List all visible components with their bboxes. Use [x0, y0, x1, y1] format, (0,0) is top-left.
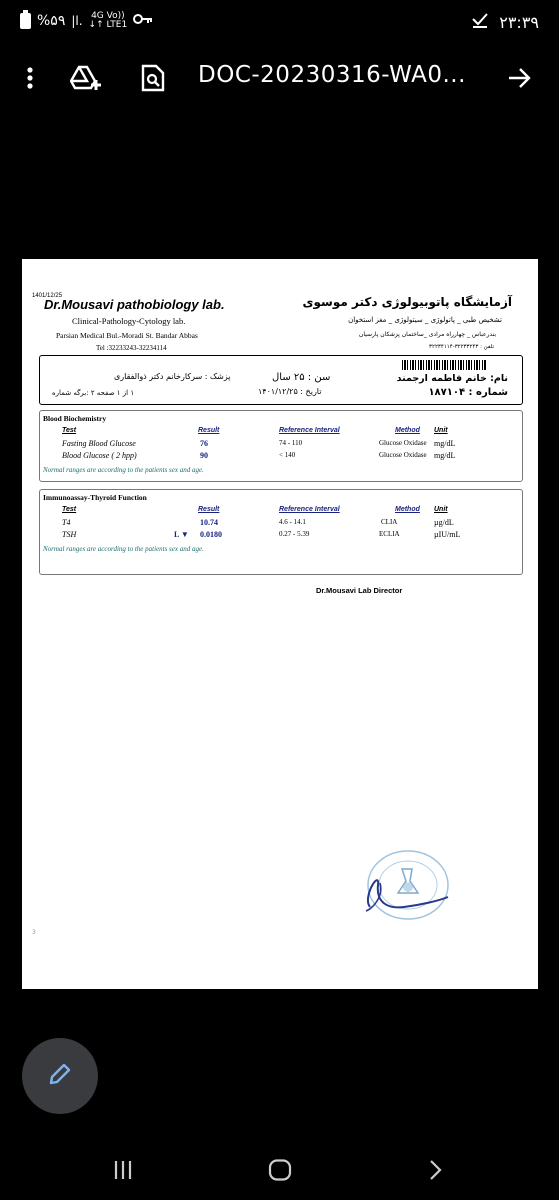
patient-number: شماره : ۱۸۷۱۰۴ [428, 387, 508, 398]
lab-subtitle-en: Clinical-Pathology-Cytology lab. [72, 316, 186, 326]
lab-name-en: Dr.Mousavi pathobiology lab. [44, 297, 225, 312]
row-test: Blood Glucose ( 2 hpp) [62, 451, 137, 460]
network-type: 4G Vo)) [91, 11, 125, 21]
page-info: ۱ از ۱ صفحه ۲ :برگه شماره [52, 389, 135, 397]
search-document-icon[interactable] [137, 62, 169, 94]
page-number: 3 [32, 929, 36, 936]
add-to-drive-icon[interactable] [70, 62, 102, 94]
patient-info-box [39, 355, 523, 405]
row-unit: µIU/mL [434, 530, 461, 539]
row-method: Glucose Oxidase [379, 451, 427, 459]
clock: ۲۳:۳۹ [499, 12, 539, 32]
header-reference: Reference Interval [279, 506, 340, 513]
header-result: Result [198, 506, 220, 513]
header-test: Test [62, 506, 77, 513]
network-indicator [89, 12, 128, 30]
lab-tel-fa: تلفن : ۳۲۲۳۳۲۴۳-۳۲۲۳۴۱۱۴ [429, 344, 494, 350]
row-reference: 4.6 - 14.1 [279, 518, 306, 526]
section-title: Immunoassay-Thyroid Function [43, 493, 147, 502]
check-icon [471, 12, 489, 32]
patient-name: نام: خانم فاطمه ارجمند [396, 373, 508, 384]
section-blood-biochemistry [39, 410, 523, 482]
lab-tel-en: Tel :32233243-32234114 [96, 344, 167, 352]
row-method: CLIA [381, 518, 398, 526]
battery-level: %۵۹ [37, 13, 66, 29]
document-title: DOC-20230316-WA0... [198, 62, 466, 88]
app-bar [0, 52, 559, 104]
row-test: T4 [62, 518, 71, 527]
header-unit: Unit [434, 427, 448, 434]
normal-ranges-note: Normal ranges are according to the patients sex and age. [43, 466, 204, 474]
edit-fab-button[interactable] [22, 1038, 98, 1114]
back-icon[interactable] [415, 1158, 455, 1182]
row-reference: 0.27 - 5.39 [279, 530, 310, 538]
header-method: Method [395, 427, 420, 434]
key-icon [133, 13, 153, 29]
patient-age: سن : ۲۵ سال [272, 372, 331, 383]
row-reference: 74 - 110 [279, 439, 303, 447]
recents-icon[interactable] [103, 1158, 143, 1182]
row-result: 76 [200, 439, 208, 448]
header-result: Result [198, 427, 220, 434]
row-unit: mg/dL [434, 451, 456, 460]
header-reference: Reference Interval [279, 427, 340, 434]
lab-address-fa: بندرعباس _ چهارراه مرادی _ساختمان پزشکان پارسیان [358, 331, 496, 338]
director-signature-label: Dr.Mousavi Lab Director [316, 586, 403, 595]
header-test: Test [62, 427, 77, 434]
more-vert-icon[interactable] [14, 62, 46, 94]
section-title: Blood Biochemistry [43, 414, 107, 423]
report-date: تاریخ : ۱۴۰۱/۱۲/۲۵ [258, 387, 322, 396]
row-result: 0.0180 [200, 530, 222, 539]
signal-strength-icon: |l. [71, 14, 83, 28]
network-lte: ↓↑ LTE1 [88, 20, 128, 30]
row-unit: mg/dL [434, 439, 456, 448]
row-result: 10.74 [200, 518, 218, 527]
status-left [20, 12, 153, 30]
home-icon[interactable] [260, 1158, 300, 1182]
battery-icon [20, 13, 31, 29]
row-unit: µg/dL [434, 518, 454, 527]
status-bar [0, 0, 559, 44]
edit-pencil-icon [47, 1061, 73, 1091]
row-method: ECLIA [379, 530, 400, 538]
arrow-right-icon[interactable] [504, 62, 536, 94]
lab-name-fa: آزمایشگاه پاتوبیولوژی دکتر موسوی [302, 295, 512, 309]
section-thyroid-function [39, 489, 523, 575]
row-reference: < 140 [279, 451, 296, 459]
lab-address-en: Parsian Medical Bul.-Moradi St. Bandar Abbas [56, 331, 198, 340]
header-unit: Unit [434, 506, 448, 513]
doctor-name: پزشک : سرکارخانم دکتر ذوالفقاری [114, 372, 231, 381]
row-result: 90 [200, 451, 208, 460]
normal-ranges-note: Normal ranges are according to the patients sex and age. [43, 545, 204, 553]
system-nav-bar [0, 1140, 559, 1200]
row-method: Glucose Oxidase [379, 439, 427, 447]
status-right [471, 12, 539, 32]
lab-subtitle-fa: تشخیص طبی _ پاتولوژی _ سیتولوژی _ مغز استخوان [348, 316, 502, 324]
row-test: TSH [62, 530, 77, 539]
header-method: Method [395, 506, 420, 513]
barcode [402, 360, 486, 370]
document-page[interactable] [22, 259, 538, 989]
low-flag: L ▼ [174, 530, 189, 539]
date-code: 1401/12/25 [32, 293, 63, 299]
row-test: Fasting Blood Glucose [62, 439, 136, 448]
lab-stamp [358, 849, 452, 929]
